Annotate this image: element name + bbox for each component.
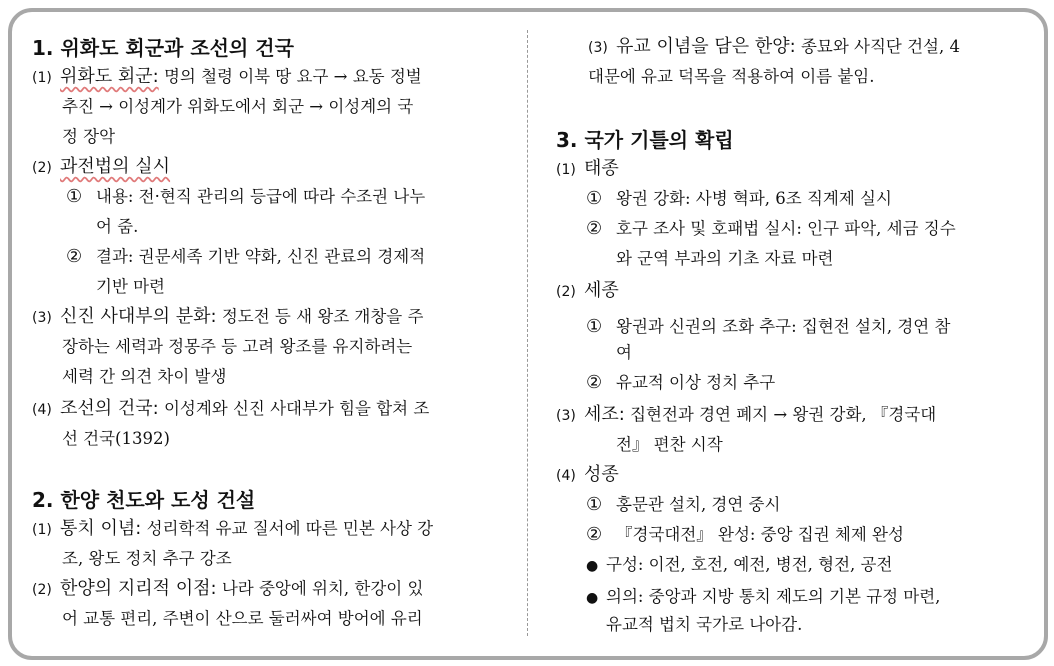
s3-taejong-heading xyxy=(556,156,619,183)
s1-item-1-line-2: 추진 → 이성계가 위화도에서 회군 → 이성계의 국 xyxy=(62,97,414,116)
s3-taejong-b-line-1 xyxy=(586,216,956,242)
item-keyword: 신진 사대부의 분화: xyxy=(60,306,217,327)
bullet-icon: ● xyxy=(586,558,599,574)
circled-number: ② xyxy=(586,218,603,239)
s3-sejo-line-2: 전』 편찬 시작 xyxy=(616,435,723,454)
s3-taejong-a xyxy=(586,186,892,212)
s1-item-2-b-line-2: 기반 마련 xyxy=(96,277,166,296)
section-3-title: 3. 국가 기틀의 확립 xyxy=(556,128,734,152)
circled-number: ② xyxy=(586,372,603,393)
item-text: 구성: 이전, 호전, 예전, 병전, 형전, 공전 xyxy=(606,555,893,574)
s2-item-2-line-2: 어 교통 편리, 주변이 산으로 둘러싸여 방어에 유리 xyxy=(62,609,423,628)
item-keyword: 태종 xyxy=(584,158,619,179)
s1-item-3-line-3: 세력 간 의견 차이 발생 xyxy=(62,367,227,386)
s3-seongjong-composition xyxy=(586,552,892,579)
s2-item-3-line-2: 대문에 유교 덕목을 적용하여 이름 붙임. xyxy=(588,67,875,86)
s2-item-2-line-1 xyxy=(32,576,423,603)
item-keyword: 유교 이념을 담은 한양: xyxy=(616,36,796,57)
s3-taejong-b-line-2: 와 군역 부과의 기초 자료 마련 xyxy=(616,249,834,268)
s3-sejong-a-line-1 xyxy=(586,314,950,340)
item-number: (3) xyxy=(32,310,52,326)
circled-number: ① xyxy=(586,188,603,209)
item-keyword: 조선의 건국: xyxy=(60,398,159,419)
item-keyword: 성종 xyxy=(584,464,619,485)
s1-item-3-line-2: 장하는 세력과 정몽주 등 고려 왕조를 유지하려는 xyxy=(62,337,413,356)
s1-item-2-a-line-1 xyxy=(66,184,425,210)
item-text: 의의: 중앙과 지방 통치 제도의 기본 규정 마련, xyxy=(606,587,941,606)
circled-number: ① xyxy=(586,316,603,337)
circled-number: ② xyxy=(66,246,83,267)
item-number: (1) xyxy=(32,70,52,86)
s3-seongjong-significance-line-2: 유교적 법치 국가로 나아감. xyxy=(606,615,803,634)
item-text: 내용: 전·현직 관리의 등급에 따라 수조권 나누 xyxy=(96,187,426,206)
s3-seongjong-a xyxy=(586,492,780,518)
s1-item-2-heading xyxy=(32,154,170,181)
item-keyword: 세조: xyxy=(584,404,625,425)
item-text: 결과: 권문세족 기반 약화, 신진 관료의 경제적 xyxy=(96,247,426,266)
item-keyword: 위화도 회군: xyxy=(60,66,159,87)
item-number: (1) xyxy=(556,162,576,178)
item-number: (1) xyxy=(32,522,52,538)
item-text: 왕권과 신권의 조화 추구: 집현전 설치, 경연 참 xyxy=(616,317,951,336)
item-keyword: 세종 xyxy=(584,280,619,301)
s1-item-2-a-line-2: 어 줌. xyxy=(96,217,139,236)
bullet-icon: ● xyxy=(586,590,599,606)
item-text: 종묘와 사직단 건설, 4 xyxy=(795,37,960,56)
s1-item-1-line-3: 정 장악 xyxy=(62,127,116,146)
item-number: (3) xyxy=(588,40,608,56)
item-text: 홍문관 설치, 경연 중시 xyxy=(616,495,781,514)
s1-item-3-line-1 xyxy=(32,304,423,331)
item-text: 왕권 강화: 사병 혁파, 6조 직계제 실시 xyxy=(616,189,892,208)
item-text: 이성계와 신진 사대부가 힘을 합쳐 조 xyxy=(158,399,430,418)
item-text: 나라 중앙에 위치, 한강이 있 xyxy=(216,579,424,598)
item-text: 집현전과 경연 폐지 → 왕권 강화, 『경국대 xyxy=(624,405,937,424)
item-keyword: 한양의 지리적 이점: xyxy=(60,578,217,599)
s2-item-1-line-1 xyxy=(32,516,433,543)
circled-number: ② xyxy=(586,524,603,545)
s3-seongjong-b xyxy=(586,522,904,548)
s3-sejong-b xyxy=(586,370,775,396)
s3-seongjong-significance-line-1 xyxy=(586,584,940,611)
item-number: (3) xyxy=(556,408,576,424)
item-keyword: 통치 이념: xyxy=(60,518,142,539)
circled-number: ① xyxy=(66,186,83,207)
s3-sejong-heading xyxy=(556,278,619,305)
section-1-title: 1. 위화도 회군과 조선의 건국 xyxy=(32,36,294,60)
item-number: (4) xyxy=(32,402,52,418)
item-number: (4) xyxy=(556,468,576,484)
item-number: (2) xyxy=(32,160,52,176)
s1-item-4-line-1 xyxy=(32,396,429,423)
item-text: 『경국대전』 완성: 중앙 집권 체제 완성 xyxy=(616,525,904,544)
s2-item-1-line-2: 조, 왕도 정치 추구 강조 xyxy=(62,549,232,568)
item-keyword: 과전법의 실시 xyxy=(60,156,171,177)
s2-item-3-line-1 xyxy=(588,34,960,61)
item-number: (2) xyxy=(556,284,576,300)
s3-sejong-a-line-2: 여 xyxy=(616,343,632,362)
s3-sejo-line-1 xyxy=(556,402,936,429)
item-text: 유교적 이상 정치 추구 xyxy=(616,373,776,392)
s1-item-4-line-2: 선 건국(1392) xyxy=(62,429,170,448)
item-text: 성리학적 유교 질서에 따른 민본 사상 강 xyxy=(141,519,434,538)
s1-item-1-line-1 xyxy=(32,64,422,91)
item-text: 정도전 등 새 왕조 개창을 주 xyxy=(216,307,424,326)
item-text: 호구 조사 및 호패법 실시: 인구 파악, 세금 징수 xyxy=(616,219,956,238)
item-number: (2) xyxy=(32,582,52,598)
s3-seongjong-heading xyxy=(556,462,619,489)
s1-item-2-b-line-1 xyxy=(66,244,425,270)
column-divider xyxy=(527,30,528,636)
circled-number: ① xyxy=(586,494,603,515)
section-2-title: 2. 한양 천도와 도성 건설 xyxy=(32,488,256,512)
item-text: 명의 철령 이북 땅 요구 → 요동 정벌 xyxy=(158,67,422,86)
